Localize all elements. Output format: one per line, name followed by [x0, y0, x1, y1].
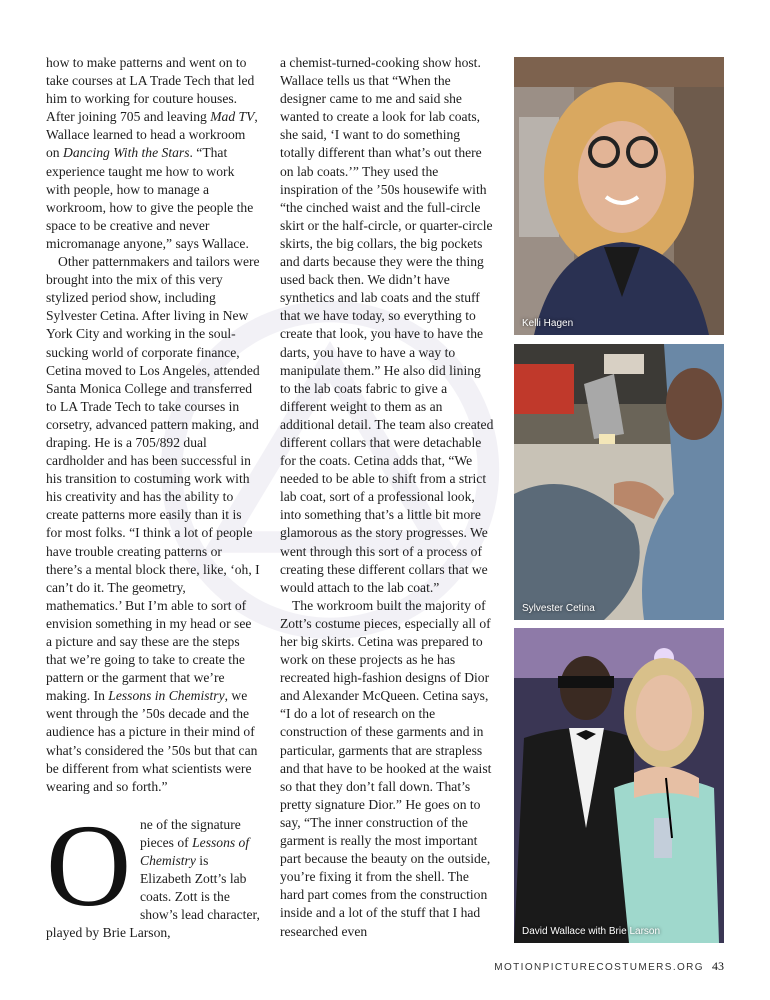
text-column-middle: [280, 54, 494, 941]
photo-caption: David Wallace with Brie Larson: [522, 926, 661, 937]
paragraph: ne of the signature pieces of Lessons of Chemistry is Elizabeth Zott’s lab coats. Zott is the show’s lead character, played by Brie Larson,: [46, 816, 260, 941]
photo-kelli-hagen: [514, 57, 724, 335]
dropcap-paragraph: [46, 799, 260, 943]
photo-sylvester-cetina: [514, 344, 724, 620]
drop-cap-letter: O: [46, 799, 132, 931]
portrait-image: [514, 57, 724, 335]
paragraph: a chemist-turned-cooking show host. Wallace tells us that “When the designer came to me and said she wanted to create a look for lab coats, she said, ‘I want to do something totally different than what’s out there on lab coats.’” They used the inspiration of the ’50s housewife with “the cinched waist and the full-circle skirt or the half-circle, or quarter-circle skirts, the big collars, the big pockets and darts because they were the thing used back then. We didn’t have synthetics and lab coats and the stuff that we have today, so everything to create that look, you have to have the darts, you have to have a way to manipulate them.” He also did lining to the lab coats fabric to give a different weight to them as an additional detail. The team also created different collars that were detachable for the coats. Cetina adds that, “We needed to be able to shift from a strict lab coat, sort of a professional look, into something that’s a little bit more glamorous as the story progresses. We went through this sort of a process of creating these different collars that we would attach to the lab coat.”: [280, 55, 494, 595]
workroom-image: [514, 344, 724, 620]
page-number: 43: [712, 959, 724, 973]
paragraph: Other patternmakers and tailors were brought into the mix of this very stylized period show, including Sylvester Cetina. After living in New York City and working in the soul-sucking world of corporate finance, Cetina moved to Los Angeles, attended Santa Monica College and transferred to LA Trade Tech to take courses in corsetry, advanced pattern making, and draping. He is a 705/892 dual cardholder and has been successful in his transition to costuming work with his creativity and has the ability to create patterns more easily than it is for most folks. “I think a lot of people have trouble creating patterns or there’s a mental block there, like, ‘oh, I can’t do it. The geometry, mathematics.’ But I’m able to sort of envision something in my head or see a picture and say these are the steps that we’re going to take to create the pattern or the garment that we’re making. In Lessons in Chemistry, we went through the ’50s decade and the audience has a picture in their mind of what’s considered the ’50s but that can be different from what scientists were wearing and so forth.”: [46, 254, 260, 794]
event-image: [514, 628, 724, 943]
photo-david-wallace-brie-larson: [514, 628, 724, 943]
photo-caption: Kelli Hagen: [522, 318, 574, 329]
page-footer: [494, 959, 724, 974]
footer-site-link[interactable]: MOTIONPICTURECOSTUMERS.ORG: [494, 962, 704, 973]
photo-caption: Sylvester Cetina: [522, 603, 595, 614]
text-column-left: [46, 54, 260, 943]
paragraph: how to make patterns and went on to take courses at LA Trade Tech that led him to working for couture houses. After joining 705 and leaving Mad TV, Wallace learned to head a workroom on Dancing With the Stars. “That experience taught me how to work with people, how to manage a workroom, how to give the people the space to be creative and never micromanage anyone,” says Wallace.: [46, 55, 258, 251]
paragraph: The workroom built the majority of Zott’s costume pieces, especially all of her big skirts. Cetina was prepared to work on these projects as he has recreated high-fashion designs of Dior and Alexander McQueen. Cetina says, “I do a lot of research on the construction of these garments and in particular, garments that are strapless and that have to be hooked at the waist so that they don’t fall down. That’s pretty signature Dior.” He goes on to say, “The inner construction of the garment is really the most important part because the beauty on the outside, you’re fixing it from the shell. The hard part comes from the construction inside and a lot of the stuff that I had researched even: [280, 597, 492, 939]
